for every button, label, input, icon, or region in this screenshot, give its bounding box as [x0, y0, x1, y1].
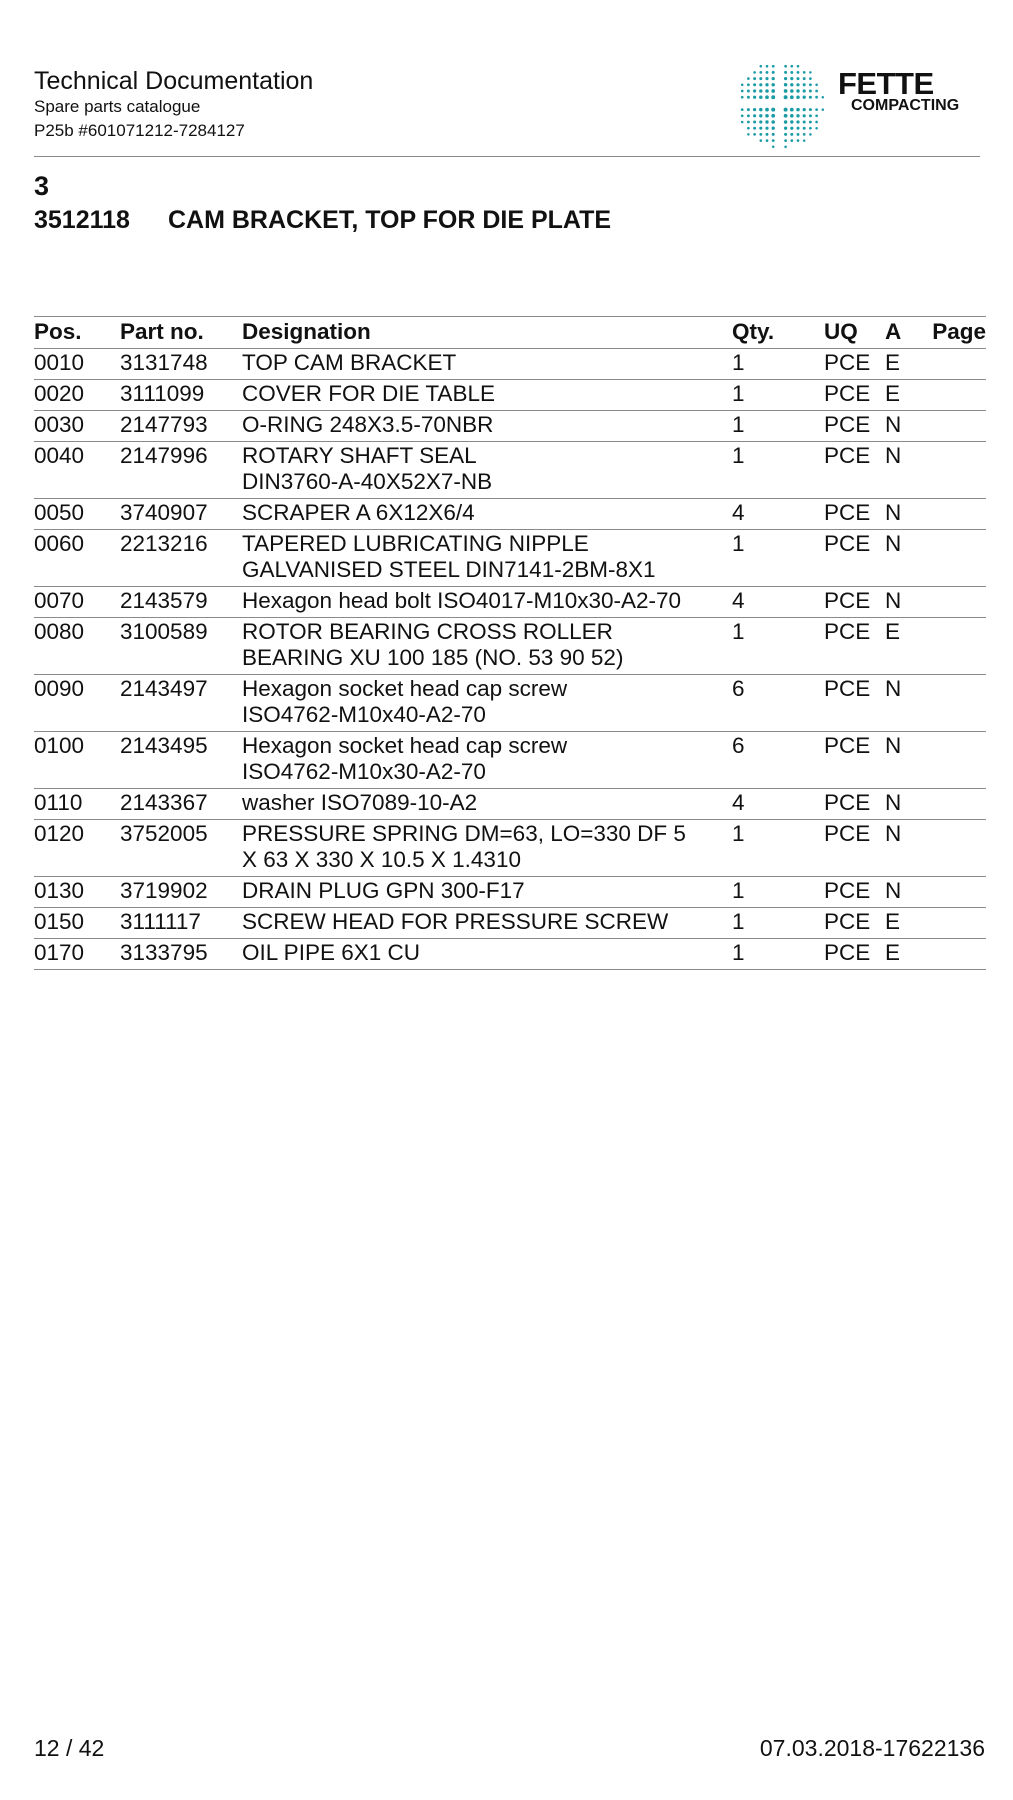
part-number-cell: 3111117	[120, 908, 242, 939]
a-flag-cell: N	[885, 789, 926, 820]
qty-cell: 1	[732, 349, 824, 380]
table-row	[34, 411, 986, 442]
logo-dot	[772, 139, 775, 142]
part-number-cell: 3111099	[120, 380, 242, 411]
part-number-cell: 3752005	[120, 820, 242, 877]
logo-dot	[753, 127, 756, 130]
logo-dot	[797, 133, 800, 136]
designation-line: Hexagon socket head cap screw	[242, 733, 568, 758]
logo-dot	[784, 108, 788, 112]
logo-dot	[784, 133, 787, 136]
logo-dot	[741, 90, 744, 93]
page-cell	[926, 820, 986, 877]
logo-dot	[765, 77, 768, 80]
qty-cell: 4	[732, 789, 824, 820]
column-header-page: Page	[926, 317, 986, 349]
logo-dot	[815, 114, 818, 117]
designation-line-continued: ISO4762-M10x40-A2-70	[242, 702, 486, 727]
logo-dot	[747, 114, 750, 117]
pos-cell: 0170	[34, 939, 120, 970]
designation-line: DRAIN PLUG GPN 300-F17	[242, 878, 525, 903]
designation-cell	[242, 380, 732, 411]
logo-dot	[809, 114, 812, 117]
logo-dot	[803, 83, 806, 86]
logo-dot	[815, 84, 818, 87]
logo-dot	[772, 65, 775, 68]
logo-dot	[784, 89, 788, 93]
logo-dot	[753, 96, 756, 99]
logo-dot	[809, 96, 812, 99]
pos-cell: 0010	[34, 349, 120, 380]
logo-dot	[790, 120, 793, 123]
qty-cell: 1	[732, 442, 824, 499]
part-number-cell: 2143579	[120, 587, 242, 618]
logo-dot	[784, 146, 787, 149]
designation-line: washer ISO7089-10-A2	[242, 790, 478, 815]
logo-dot	[759, 133, 762, 136]
part-number-cell: 2143497	[120, 675, 242, 732]
page-cell	[926, 675, 986, 732]
logo-dot	[747, 96, 750, 99]
document-header	[34, 62, 980, 157]
logo-dot	[747, 121, 750, 124]
logo-dot	[797, 139, 800, 142]
logo-dot	[753, 120, 756, 123]
page-cell	[926, 349, 986, 380]
logo-dot	[765, 127, 768, 130]
unit-cell: PCE	[824, 908, 885, 939]
logo-dot	[765, 95, 769, 99]
logo-dot	[759, 127, 762, 130]
designation-line-continued: GALVANISED STEEL DIN7141-2BM-8X1	[242, 557, 656, 582]
page-cell	[926, 732, 986, 789]
table-row	[34, 587, 986, 618]
designation-line: Hexagon head bolt ISO4017-M10x30-A2-70	[242, 588, 682, 613]
logo-dot	[766, 133, 769, 136]
unit-cell: PCE	[824, 675, 885, 732]
designation-line: SCRAPER A 6X12X6/4	[242, 500, 475, 525]
designation-line: PRESSURE SPRING DM=63, LO=330 DF 5	[242, 821, 686, 846]
part-number-cell: 2143367	[120, 789, 242, 820]
a-flag-cell: E	[885, 908, 926, 939]
unit-cell: PCE	[824, 442, 885, 499]
unit-cell: PCE	[824, 820, 885, 877]
designation-line: ROTOR BEARING CROSS ROLLER	[242, 619, 613, 644]
designation-line: ROTARY SHAFT SEAL	[242, 443, 477, 468]
parts-table-body	[34, 349, 986, 970]
table-row	[34, 732, 986, 789]
logo-dot	[772, 146, 775, 149]
logo-dot	[803, 108, 806, 111]
logo-dot	[790, 83, 793, 86]
pos-cell: 0150	[34, 908, 120, 939]
a-flag-cell: N	[885, 732, 926, 789]
page-counter: 12 / 42	[34, 1735, 105, 1761]
part-number-cell: 3719902	[120, 877, 242, 908]
logo-dot	[809, 83, 812, 86]
logo-dot	[741, 96, 744, 99]
logo-dot	[747, 133, 750, 136]
a-flag-cell: E	[885, 618, 926, 675]
unit-cell: PCE	[824, 789, 885, 820]
logo-dot	[809, 77, 812, 80]
table-row	[34, 530, 986, 587]
logo-dot	[790, 77, 793, 80]
logo-dot	[759, 77, 762, 80]
logo-dot	[747, 90, 750, 93]
designation-cell	[242, 939, 732, 970]
logo-dot	[765, 108, 769, 112]
qty-cell: 1	[732, 820, 824, 877]
designation-line-continued: X 63 X 330 X 10.5 X 1.4310	[242, 847, 521, 872]
page-cell	[926, 499, 986, 530]
table-row	[34, 618, 986, 675]
a-flag-cell: N	[885, 675, 926, 732]
pos-cell: 0030	[34, 411, 120, 442]
logo-dot	[803, 77, 806, 80]
parts-table-header	[34, 317, 986, 349]
section-title: CAM BRACKET, TOP FOR DIE PLATE	[168, 206, 612, 234]
logo-dot	[815, 121, 818, 124]
logo-dot	[766, 65, 769, 68]
a-flag-cell: E	[885, 380, 926, 411]
logo-dot	[759, 114, 762, 117]
pos-cell: 0130	[34, 877, 120, 908]
logo-dot	[765, 120, 768, 123]
logo-dot	[759, 89, 762, 92]
unit-cell: PCE	[824, 877, 885, 908]
logo-dot	[809, 133, 812, 136]
logo-dot	[771, 89, 775, 93]
column-header-pos: Pos.	[34, 317, 120, 349]
logo-dot	[784, 71, 787, 74]
fette-compacting-logo	[734, 58, 980, 150]
designation-line: SCREW HEAD FOR PRESSURE SCREW	[242, 909, 669, 934]
table-row	[34, 349, 986, 380]
logo-dot	[803, 133, 806, 136]
logo-dot	[765, 83, 768, 86]
unit-cell: PCE	[824, 732, 885, 789]
logo-dot	[784, 114, 788, 118]
pos-cell: 0060	[34, 530, 120, 587]
pos-cell: 0040	[34, 442, 120, 499]
logo-dot	[747, 108, 750, 111]
header-row	[34, 317, 986, 349]
logo-dot	[790, 65, 793, 68]
a-flag-cell: E	[885, 349, 926, 380]
logo-dot	[790, 89, 794, 93]
logo-dot	[765, 114, 769, 118]
logo-dot	[803, 114, 806, 117]
document-id: P25b #601071212-7284127	[34, 121, 245, 140]
page-cell	[926, 877, 986, 908]
page-cell	[926, 530, 986, 587]
page-cell	[926, 411, 986, 442]
part-number-cell: 3740907	[120, 499, 242, 530]
designation-cell	[242, 732, 732, 789]
logo-dot	[741, 121, 744, 124]
unit-cell: PCE	[824, 530, 885, 587]
pos-cell: 0090	[34, 675, 120, 732]
page-cell	[926, 380, 986, 411]
unit-cell: PCE	[824, 499, 885, 530]
table-row	[34, 877, 986, 908]
logo-dot	[797, 65, 800, 68]
logo-dot	[760, 139, 763, 142]
unit-cell: PCE	[824, 349, 885, 380]
logo-dot	[796, 95, 800, 99]
logo-dot	[790, 71, 793, 74]
logo-dot	[753, 77, 756, 80]
logo-dot	[753, 108, 756, 111]
logo-dot	[796, 108, 800, 112]
logo-dot	[815, 127, 818, 130]
a-flag-cell: N	[885, 587, 926, 618]
pos-cell: 0050	[34, 499, 120, 530]
qty-cell: 4	[732, 499, 824, 530]
designation-line-continued: ISO4762-M10x30-A2-70	[242, 759, 486, 784]
logo-dot	[771, 120, 775, 124]
logo-dot	[759, 95, 762, 98]
qty-cell: 1	[732, 908, 824, 939]
logo-dot	[784, 127, 787, 130]
table-row	[34, 499, 986, 530]
qty-cell: 1	[732, 530, 824, 587]
table-row	[34, 442, 986, 499]
dot-globe-icon	[734, 58, 834, 150]
logo-dot	[753, 83, 756, 86]
designation-line-continued: BEARING XU 100 185 (NO. 53 90 52)	[242, 645, 624, 670]
table-row	[34, 675, 986, 732]
a-flag-cell: N	[885, 820, 926, 877]
designation-cell	[242, 442, 732, 499]
designation-cell	[242, 530, 732, 587]
logo-dot	[790, 133, 793, 136]
designation-line: Hexagon socket head cap screw	[242, 676, 568, 701]
logo-dot	[741, 108, 744, 111]
logo-dot	[784, 65, 787, 68]
logo-dot	[790, 114, 794, 118]
logo-dot	[771, 83, 774, 86]
designation-cell	[242, 587, 732, 618]
table-row	[34, 789, 986, 820]
logo-dot	[766, 139, 769, 142]
table-row	[34, 908, 986, 939]
unit-cell: PCE	[824, 411, 885, 442]
logo-dot	[809, 90, 812, 93]
logo-dot	[772, 127, 775, 130]
logo-dot	[822, 96, 825, 99]
qty-cell: 1	[732, 411, 824, 442]
logo-dot	[815, 108, 818, 111]
table-row	[34, 820, 986, 877]
logo-dot	[796, 127, 799, 130]
logo-dot	[803, 89, 806, 92]
logo-dot	[771, 114, 775, 118]
logo-dot	[784, 83, 787, 86]
logo-dot	[747, 77, 750, 80]
logo-dot	[753, 133, 756, 136]
a-flag-cell: N	[885, 411, 926, 442]
logo-dot	[753, 89, 756, 92]
logo-dot	[815, 90, 818, 93]
logo-dot	[790, 108, 794, 112]
table-row	[34, 939, 986, 970]
a-flag-cell: E	[885, 939, 926, 970]
document-title: Technical Documentation	[34, 67, 314, 95]
logo-dot	[753, 114, 756, 117]
designation-cell	[242, 618, 732, 675]
designation-cell	[242, 499, 732, 530]
part-number-cell: 3131748	[120, 349, 242, 380]
page-cell	[926, 618, 986, 675]
logo-dot	[772, 133, 775, 136]
logo-dot	[759, 71, 762, 74]
pos-cell: 0020	[34, 380, 120, 411]
qty-cell: 1	[732, 877, 824, 908]
unit-cell: PCE	[824, 618, 885, 675]
page-cell	[926, 442, 986, 499]
logo-dot	[741, 114, 744, 117]
logo-dot	[796, 77, 799, 80]
designation-cell	[242, 908, 732, 939]
logo-dot	[784, 139, 787, 142]
logo-dot	[759, 120, 762, 123]
designation-line: TOP CAM BRACKET	[242, 350, 457, 375]
logo-dot	[784, 95, 788, 99]
logo-dot	[753, 71, 756, 74]
pos-cell: 0080	[34, 618, 120, 675]
qty-cell: 1	[732, 939, 824, 970]
logo-dot	[771, 108, 775, 112]
part-number-cell: 2213216	[120, 530, 242, 587]
section-number: 3	[34, 171, 50, 201]
a-flag-cell: N	[885, 877, 926, 908]
designation-line: COVER FOR DIE TABLE	[242, 381, 495, 406]
logo-dot	[809, 121, 812, 124]
logo-dot	[796, 83, 799, 86]
pos-cell: 0110	[34, 789, 120, 820]
logo-dot	[809, 71, 812, 74]
qty-cell: 4	[732, 587, 824, 618]
logo-dot	[759, 108, 762, 111]
column-header-qty: Qty.	[732, 317, 824, 349]
page-cell	[926, 789, 986, 820]
designation-line: OIL PIPE 6X1 CU	[242, 940, 420, 965]
page-cell	[926, 908, 986, 939]
page-cell	[926, 939, 986, 970]
logo-dot	[747, 127, 750, 130]
logo-dot	[790, 127, 793, 130]
designation-cell	[242, 789, 732, 820]
logo-dot	[797, 71, 800, 74]
designation-line: O-RING 248X3.5-70NBR	[242, 412, 494, 437]
logo-dot	[790, 95, 794, 99]
column-header-uq: UQ	[824, 317, 885, 349]
footer-date-reference: 07.03.2018-17622136	[759, 1735, 985, 1761]
unit-cell: PCE	[824, 939, 885, 970]
page-cell	[926, 587, 986, 618]
logo-dot	[815, 96, 818, 99]
logo-dot	[741, 84, 744, 87]
logo-wordmark-fette: FETTE	[838, 66, 934, 101]
logo-dot	[759, 83, 762, 86]
designation-cell	[242, 877, 732, 908]
column-header-a: A	[885, 317, 926, 349]
logo-dot	[784, 120, 788, 124]
designation-cell	[242, 411, 732, 442]
qty-cell: 1	[732, 380, 824, 411]
logo-dot	[747, 83, 750, 86]
logo-dot	[772, 77, 775, 80]
unit-cell: PCE	[824, 380, 885, 411]
logo-dot	[771, 95, 775, 99]
logo-dot	[796, 114, 799, 117]
unit-cell: PCE	[824, 587, 885, 618]
pos-cell: 0100	[34, 732, 120, 789]
logo-dot	[772, 71, 775, 74]
a-flag-cell: N	[885, 530, 926, 587]
table-row	[34, 380, 986, 411]
logo-wordmark-compacting: COMPACTING	[851, 97, 960, 114]
pos-cell: 0120	[34, 820, 120, 877]
part-number-cell: 2143495	[120, 732, 242, 789]
column-header-designation: Designation	[242, 317, 732, 349]
logo-dot	[796, 89, 799, 92]
logo-dot	[803, 120, 806, 123]
qty-cell: 6	[732, 732, 824, 789]
part-number-cell: 3100589	[120, 618, 242, 675]
logo-dot	[809, 108, 812, 111]
designation-cell	[242, 349, 732, 380]
part-number-cell: 3133795	[120, 939, 242, 970]
part-number-cell: 2147793	[120, 411, 242, 442]
document-subtitle: Spare parts catalogue	[34, 97, 201, 116]
designation-cell	[242, 675, 732, 732]
logo-dot	[803, 96, 806, 99]
designation-line-continued: DIN3760-A-40X52X7-NB	[242, 469, 493, 494]
logo-dot	[766, 71, 769, 74]
logo-dot	[796, 120, 799, 123]
logo-dot	[765, 89, 769, 93]
logo-dot	[803, 139, 806, 142]
logo-dot	[784, 77, 787, 80]
column-header-part-no: Part no.	[120, 317, 242, 349]
qty-cell: 1	[732, 618, 824, 675]
a-flag-cell: N	[885, 499, 926, 530]
section-part-code: 3512118	[34, 206, 130, 234]
part-number-cell: 2147996	[120, 442, 242, 499]
logo-dot	[822, 108, 825, 111]
qty-cell: 6	[732, 675, 824, 732]
logo-dot	[790, 139, 793, 142]
logo-dot	[803, 127, 806, 130]
logo-dot	[760, 65, 763, 68]
a-flag-cell: N	[885, 442, 926, 499]
logo-dot	[803, 71, 806, 74]
logo-dot	[809, 127, 812, 130]
parts-table	[34, 316, 986, 970]
designation-line: TAPERED LUBRICATING NIPPLE	[242, 531, 589, 556]
designation-cell	[242, 820, 732, 877]
pos-cell: 0070	[34, 587, 120, 618]
